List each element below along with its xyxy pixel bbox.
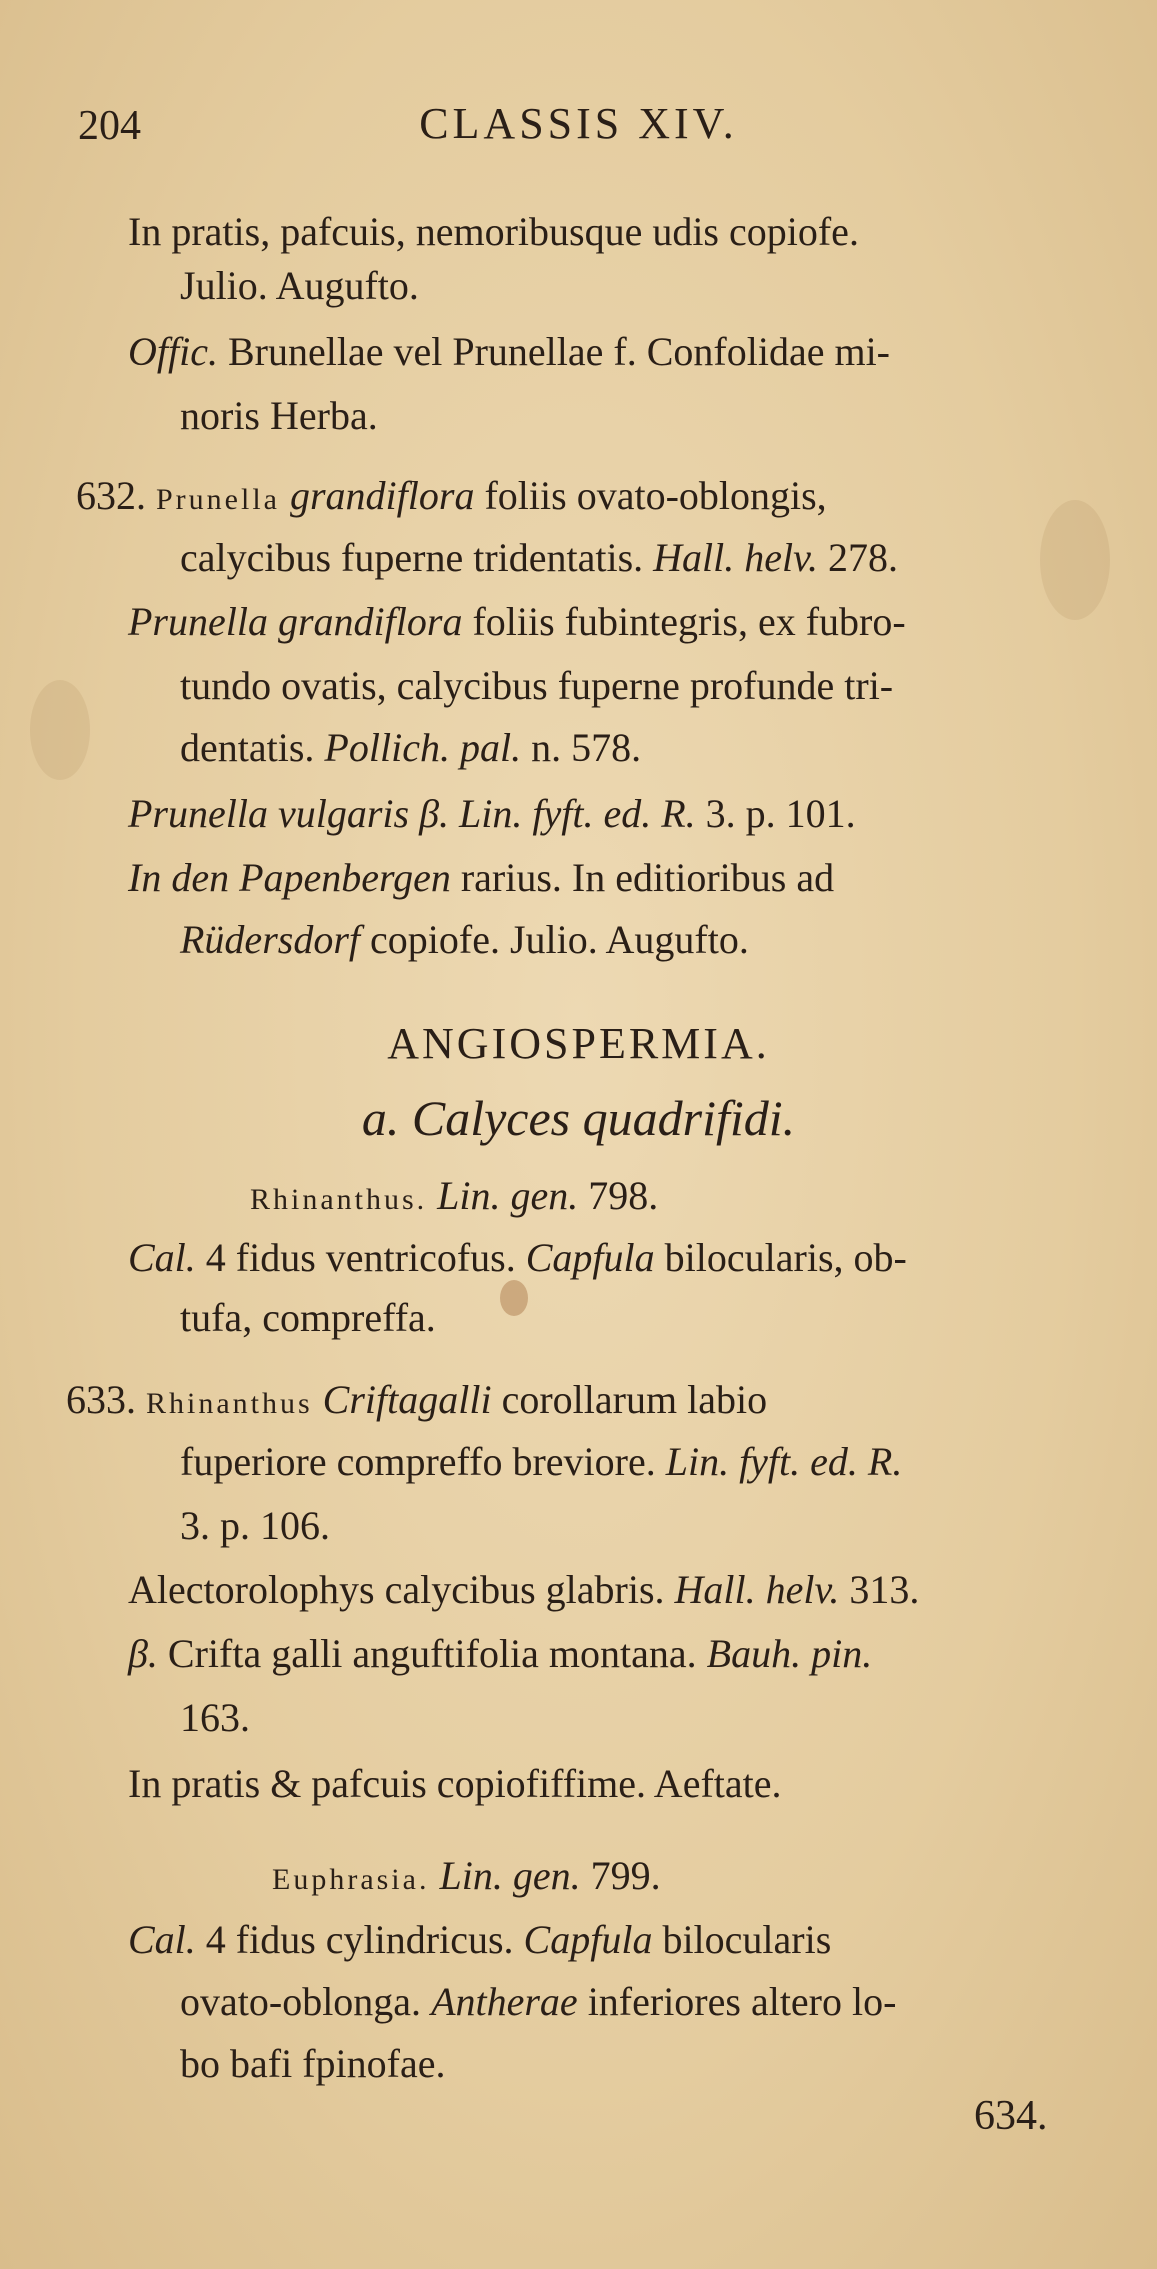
text-line: In pratis & pafcuis copiofiffime. Aeftate.	[128, 1761, 782, 1806]
genus-heading-euphrasia: Euphrasia. Lin. gen. 799.	[272, 1853, 661, 1898]
text-line: Prunella vulgaris β. Lin. fyft. ed. R. 3. p. 101.	[128, 791, 856, 836]
text-line: bo bafi fpinofae.	[180, 2041, 446, 2086]
text-line: β. Crifta galli anguftifolia montana. Bauh. pin.	[128, 1631, 873, 1676]
entry-632-line: 632. Prunella grandiflora foliis ovato-oblongis,	[76, 473, 827, 518]
text-line: Rüdersdorf copiofe. Julio. Augufto.	[180, 917, 749, 962]
paper-stain	[500, 1280, 528, 1316]
running-title: CLASSIS XIV.	[419, 99, 738, 148]
text-line: Julio. Augufto.	[180, 263, 419, 308]
text-line: Offic. Brunellae vel Prunellae f. Confolidae mi-	[128, 329, 890, 374]
section-heading: ANGIOSPERMIA.	[387, 1019, 770, 1068]
text-line: tufa, compreffa.	[180, 1295, 436, 1340]
text-line: Cal. 4 fidus cylindricus. Capfula bilocularis	[128, 1917, 832, 1962]
genus-name: Prunella	[156, 483, 280, 516]
text-line: dentatis. Pollich. pal. n. 578.	[180, 725, 642, 770]
species-name: grandiflora	[289, 473, 475, 518]
entry-number: 632.	[76, 473, 146, 518]
entry-number: 633.	[66, 1377, 136, 1422]
genus-name: Rhinanthus	[146, 1387, 313, 1420]
text-line: In den Papenbergen rarius. In editioribus ad	[128, 855, 835, 900]
page-number: 204	[78, 103, 141, 149]
text-line: tundo ovatis, calycibus fuperne profunde tri-	[180, 663, 894, 708]
text-line: Alectorolophys calycibus glabris. Hall. helv. 313.	[128, 1567, 920, 1612]
text-line: calycibus fuperne tridentatis. Hall. helv. 278.	[180, 535, 898, 580]
text-line: In pratis, pafcuis, nemoribusque udis copiofe.	[128, 209, 859, 254]
text-line: Cal. 4 fidus ventricofus. Capfula bilocularis, ob-	[128, 1235, 907, 1280]
species-name: Criftagalli	[322, 1377, 492, 1422]
text-line: ovato-oblonga. Antherae inferiores altero lo-	[180, 1979, 897, 2024]
text-line: Prunella grandiflora foliis fubintegris, ex fubro-	[128, 599, 906, 644]
text-line: fuperiore compreffo breviore. Lin. fyft. ed. R.	[180, 1439, 903, 1484]
paper-stain	[1040, 500, 1110, 620]
text-line: noris Herba.	[180, 393, 378, 438]
genus-heading-rhinanthus: Rhinanthus. Lin. gen. 798.	[250, 1173, 659, 1218]
sub-heading: a. Calyces quadrifidi.	[361, 1090, 796, 1146]
text-line: 3. p. 106.	[180, 1503, 330, 1548]
paper-stain	[30, 680, 90, 780]
catchword: 634.	[974, 2093, 1048, 2139]
text-line: 163.	[180, 1695, 250, 1740]
entry-633-line: 633. Rhinanthus Criftagalli corollarum labio	[66, 1377, 768, 1422]
